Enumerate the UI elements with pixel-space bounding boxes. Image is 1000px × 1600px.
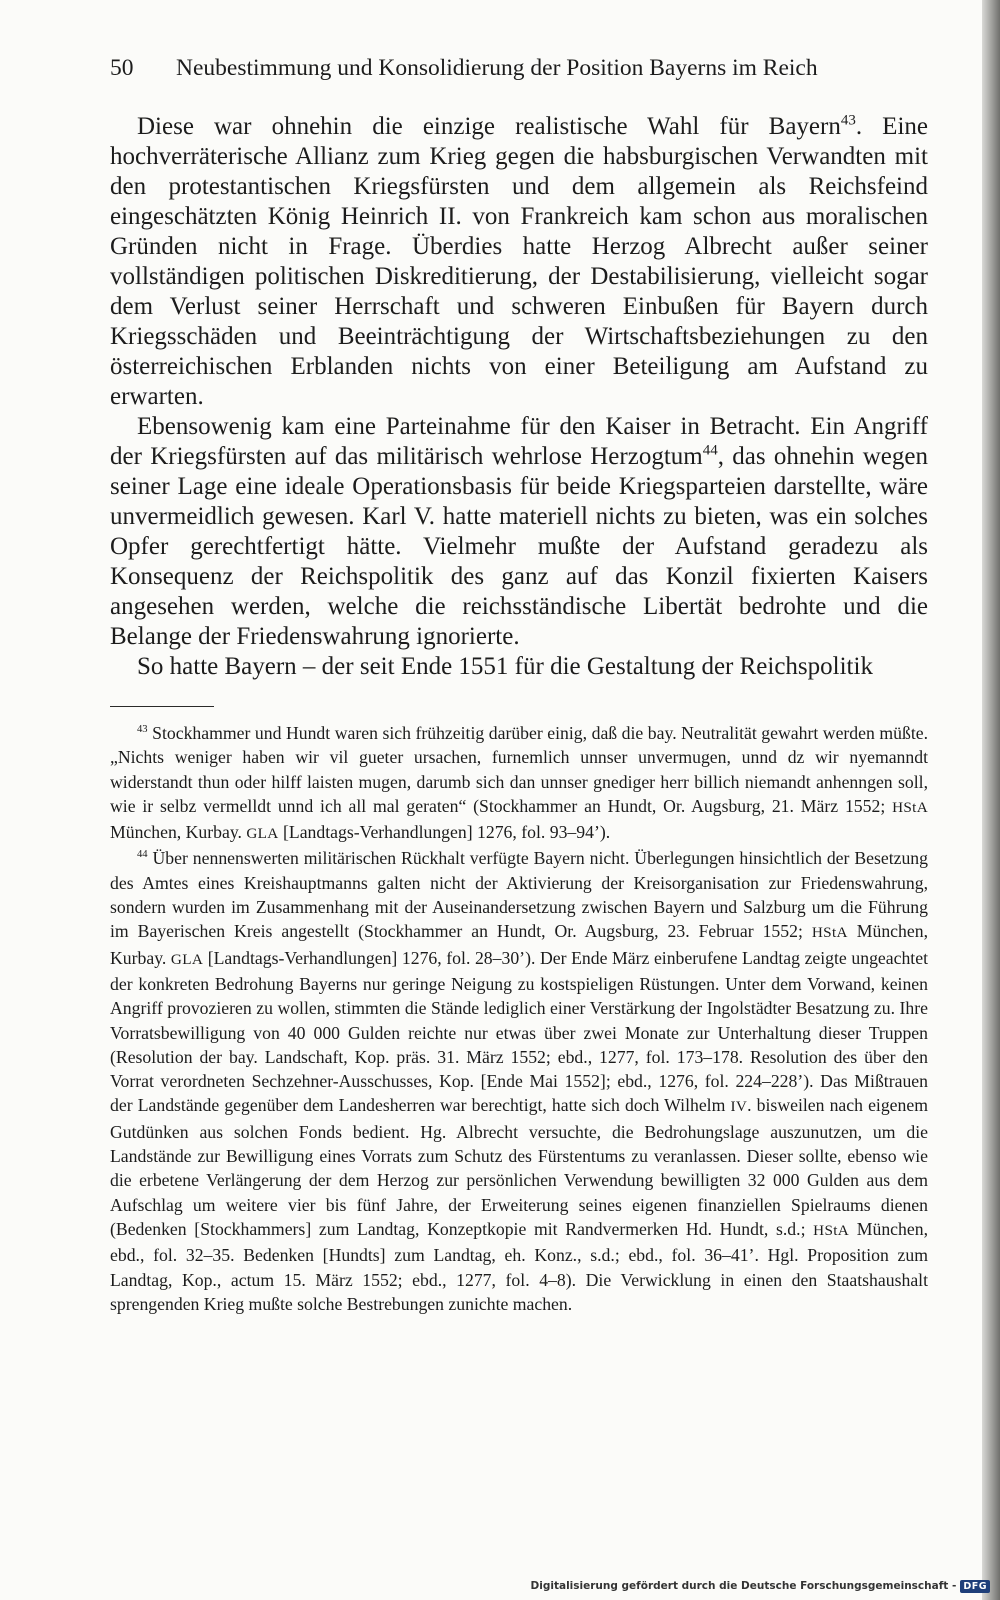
footnote-43-text-c: [Landtags-Verhandlungen] 1276, fol. 93–94’). [278,822,611,843]
footnote-ref-43[interactable]: 43 [840,112,856,129]
footnote-marker-44: 44 [137,849,148,861]
footnote-44-text-c: [Landtags-Verhandlungen] 1276, fol. 28–30’). Der Ende März einberufene Landtag zeigte ungeachtet der konkreten Bedrohung Bayerns nur geringe Neigung zu kostspieligen Rüstungen. Unter dem Vorwand, keinen Angriff provozieren zu wollen, stimmten die Stände lediglich einer Verstärkung der Ingolstädter Besatzung zu. Ihre Vorratsbewilligung von 40 000 Gulden reichte nur etwas über zwei Monate zur Unterhaltung dieser Truppen (Resolution der bay. Landschaft, Kop. präs. 31. März 1552; ebd., 1277, fol. 173–178. Resolution des über den Vorrat verordneten Sechzehner-Ausschusses, Kop. [Ende Mai 1552]; ebd., 1276, fol. 224–228’). Das Mißtrauen der Landstände gegenüber dem Landesherren war berechtigt, hatte sich doch Wilhelm [110,947,928,1116]
footnote-44-text-e: München, ebd., fol. 32–35. Bedenken [Hundts] zum Landtag, eh. Konz., s.d.; ebd., fol. 36–41’. Hgl. Proposition zum Landtag, Kop., actum 15. März 1552; ebd., 1277, fol. 4–8). Die Verwicklung in einen den Staatshaushalt sprengenden Krieg mußte solche Bestrebungen zunichte machen. [110,1218,928,1314]
paragraph-2-part-b: , das ohnehin wegen seiner Lage eine ideale Operationsbasis für beide Kriegsparteien darstellte, wäre unvermeidlich gewesen. Karl V. hatte materiell nichts zu bieten, was ein solches Opfer gerechtfertigt hätte. Vielmehr mußte der Aufstand geradezu als Konsequenz der Reichspolitik des ganz auf das Konzil fixierten Kaisers angesehen werden, welche die reichsständische Libertät bedrohte und die Belange der Friedenswahrung ignorierte. [110,443,928,650]
page-number: 50 [110,55,134,81]
roman-numeral: IV [730,1098,748,1116]
credit-text: Digitalisierung gefördert durch die Deutsche Forschungsgemeinschaft - [530,1580,957,1592]
footnote-43-text-a: Stockhammer und Hundt waren sich frühzeitig darüber einig, daß die bay. Neutralität gewahrt werden müßte. „Nichts weniger haben wir vil gueter ursachen, furnemlich unnser unvermugen, unnd dz wir nyemanndt widerstandt thun oder hilff laisten mugen, darumb sich dan unnser gnediger herr billich niemandt anhenngen soll, wie ir selbz vermelldt unnd ich all mal geraten“ (Stockhammer an Hundt, Or. Augsburg, 21. März 1552; [110,723,929,816]
footnote-separator [110,706,214,707]
paragraph-2 [110,412,928,652]
page-edge-shadow [982,0,1000,1600]
paragraph-1-part-a: Diese war ohnehin die einzige realistische Wahl für Bayern [137,113,841,140]
main-text [110,112,928,682]
dfg-logo: DFG [960,1580,990,1593]
archive-abbrev-hsta: HStA [813,1221,850,1239]
footnote-44-text-d: . bisweilen nach eigenem Gutdünken aus solchen Fonds bedient. Hg. Albrecht versuchte, die Bedrohungslage auszunutzen, um die Landstände zur Bewilligung eines Vorrats zum Schutz des Fürstentums zu veranlassen. Dieser sollte, ebenso wie die erbetene Verlängerung der dem Herzog zur persönlichen Verwendung bewilligten 32 000 Gulden aus dem Aufschlag um weitere vier bis fünf Jahre, der Erweiterung seines eigenen finanziellen Spielraums dienen (Bedenken [Stockhammers] zum Landtag, Konzeptkopie mit Randvermerken Hd. Hundt, s.d.; [110,1095,928,1239]
archive-abbrev-gla: GLA [246,825,279,843]
footnote-43-text-b: München, Kurbay. [110,822,247,843]
paragraph-1-part-b: . Eine hochverräterische Allianz zum Krieg gegen die habsburgischen Verwandten mit den protestantischen Kriegsfürsten und dem allgemein als Reichsfeind eingeschätzten König Heinrich II. von Frankreich kam schon aus moralischen Gründen nicht in Frage. Überdies hatte Herzog Albrecht außer seiner vollständigen politischen Diskreditierung, der Destabilisierung, vielleicht sogar dem Verlust seiner Herrschaft und schweren Einbußen für Bayern durch Kriegsschäden und Beeinträchtigung der Wirtschaftsbeziehungen zu den österreichischen Erblanden nichts von einer Beteiligung am Aufstand zu erwarten. [110,113,928,410]
archive-abbrev-hsta: HStA [811,924,848,942]
footnote-43 [110,721,928,846]
footnote-44-text-b: München, Kurbay. [110,921,928,968]
footnote-44-text-a: Über nennenswerten militärischen Rückhalt verfügte Bayern nicht. Überlegungen hinsichtlich der Besetzung des Amtes eines Kreishauptmanns galten nicht der Aktivierung der Kreisorganisation zur Friedenswahrung, sondern wurden im Zusammenhang mit der Auseinandersetzung zwischen Bayern und Salzburg um die Führung im Bayerischen Kreis angestellt (Stockhammer an Hundt, Or. Augsburg, 23. Februar 1552; [110,848,928,942]
running-title: Neubestimmung und Konsolidierung der Position Bayerns im Reich [176,55,818,81]
footnote-44 [110,846,928,1316]
footnote-marker-43: 43 [137,724,148,736]
archive-abbrev-gla: GLA [170,950,204,968]
running-head [110,52,855,84]
footnote-ref-44[interactable]: 44 [702,442,718,459]
paragraph-2-part-a: Ebensowenig kam eine Parteinahme für den Kaiser in Betracht. Ein Angriff der Kriegsfürsten auf das militärisch wehrlose Herzogtum [110,413,928,470]
archive-abbrev-hsta: HStA [892,798,928,816]
digitization-credit [531,1576,990,1596]
paragraph-3: So hatte Bayern – der seit Ende 1551 für die Gestaltung der Reichspolitik [137,653,873,680]
footnotes [110,721,928,1316]
paragraph-1 [110,112,928,412]
